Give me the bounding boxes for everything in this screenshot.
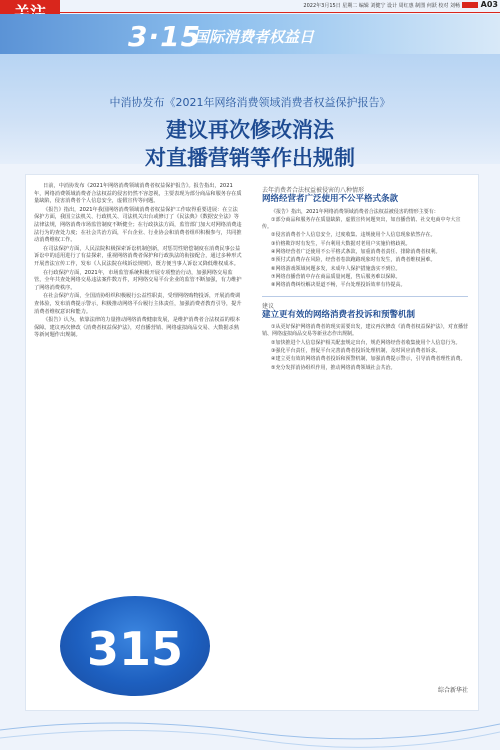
right-paragraph: ①部分商品和服务存在质量缺陷，虚假宣传问题突出，如直播营销、社交电商中夸大宣传。 bbox=[262, 216, 461, 231]
graphic-number: 315 bbox=[86, 622, 184, 676]
right-paragraph: ⑧网络消费纠纷解决渠道不畅，平台处理投诉效率有待提高。 bbox=[271, 282, 406, 289]
right-paragraph: ③价格欺诈时有发生，平台利用大数据对老用户实施价格歧视。 bbox=[271, 240, 411, 247]
page-number: A03 bbox=[480, 0, 498, 9]
right-paragraph: ⑤充分发挥消协组织作用，推动网络消费领域社会共治。 bbox=[271, 364, 396, 371]
left-column bbox=[34, 183, 242, 341]
banner-title: 国际消费者权益日 bbox=[194, 28, 315, 46]
section-title: 网络经营者广泛使用不公平格式条款 bbox=[262, 194, 399, 205]
right-paragraph: 《报告》指出，2021年网络消费领域消费者合法权益被侵害的情形主要有： bbox=[271, 208, 439, 215]
banner-315-logo: 3·15 bbox=[128, 20, 202, 53]
article-subtitle: 中消协发布《2021年网络消费领域消费者权益保护报告》 bbox=[109, 96, 391, 109]
article-header bbox=[0, 54, 500, 170]
section-kicker: 建议 bbox=[262, 302, 275, 310]
decorative-lines-icon bbox=[0, 710, 500, 750]
right-paragraph: ⑦网络直播营销中存在商品质量问题，售后服务难以保障。 bbox=[271, 273, 401, 280]
article-title-line2: 对直播营销等作出规制 bbox=[145, 146, 355, 170]
left-paragraph: 日前，中消协发布《2021年网络消费领域消费者权益保护报告》。报告指出，2021年，网络消费领域消费者合法权益的侵害仍然不容忽视，主要表现为部分商品和服务存在质量缺陷，侵害消费者个人信息安全，虚假宣传等问题。 bbox=[34, 183, 242, 205]
left-paragraph: 《报告》指出，2021年我国网络消费领域消费者权益保护工作取得重要进展：在立法保护方面，我国立法机关、行政机关、司法机关出台或修订了《民法典》《数据安全法》等法律法规，网络消费市场监管制度不断健全；在行政执法方面，监管部门加大对网络消费违法行为的查处力度；在社会共治方面，平台企业、行业协会和消费者组织积极参与，共同推动消费维权工作。 bbox=[34, 206, 242, 244]
section-divider bbox=[262, 296, 468, 297]
header-color-chip bbox=[462, 2, 478, 8]
right-paragraph: ⑤预付式消费存在风险，经营者卷款跑路现象时有发生，消费者维权困难。 bbox=[271, 257, 436, 264]
right-column bbox=[262, 187, 468, 373]
article-title-line1: 建议再次修改消法 bbox=[166, 118, 334, 142]
left-paragraph: 在社会保护方面，全国消协组织积极履行公益性职责，受理网络购物投诉，开展消费调查体验，发布消费提示警示，积极推动网络平台履行主体责任，加强消费者教育引导，提升消费者维权意识和能力。 bbox=[34, 293, 242, 315]
section-kicker: 去年消费者合法权益被侵害的八种情形 bbox=[262, 187, 365, 194]
left-paragraph: 《报告》认为，依靠法律的力量推动网络消费健康发展，是维护消费者合法权益的根本保障。建议再次修改《消费者权益保护法》，对直播营销、网络虚拟商品交易、大数据杀熟等新问题作出规制。 bbox=[34, 317, 241, 339]
right-paragraph: ①从更好保护网络消费者的现实需要出发，建议再次修改《消费者权益保护法》，对直播营销、网络虚拟商品交易等新业态作出规制。 bbox=[262, 324, 468, 338]
right-paragraph: ②加快推进个人信息保护相关配套规定出台，规范网络经营者收集使用个人信息行为。 bbox=[271, 339, 461, 346]
section-title: 建立更有效的网络消费者投诉和预警机制 bbox=[262, 309, 416, 320]
right-paragraph: ③强化平台责任，督促平台完善消费者投诉处理机制，及时回应消费者诉求。 bbox=[271, 348, 441, 355]
right-paragraph: ④网络经营者广泛使用不公平格式条款，加重消费者责任、排除消费者权利。 bbox=[271, 249, 441, 256]
left-paragraph: 在行政保护方面，2021年，市场监管系统积极开展专项整治行动，加强网络交易监管，全年共查处网络交易违法案件数万件，对网络交易平台企业的监管不断加强，有力维护了网络消费秩序。 bbox=[34, 269, 242, 291]
left-paragraph: 在司法保护方面，人民法院积极探索诉讼机制创新，对惩罚性赔偿制度在消费民事公益诉讼中的适用进行了有益探索，重视网络消费者保护和行政执法的衔接配合，通过多种形式开展普法宣传工作，发布《人民法院在线诉讼规则》，既方便当事人诉讼又降低维权成本。 bbox=[34, 245, 242, 267]
right-paragraph: ⑥网络游戏领域问题多发，未成年人保护措施落实不到位。 bbox=[271, 265, 401, 272]
theme-banner bbox=[0, 14, 500, 54]
315-graphic bbox=[60, 596, 220, 696]
source-caption: 综合新华社 bbox=[437, 687, 468, 694]
header-rule bbox=[0, 12, 500, 13]
right-paragraph: ④建立更有效的网络消费者投诉和预警机制，加强消费提示警示，引导消费者理性消费。 bbox=[271, 356, 466, 363]
page-meta: 2022年3月15日 星期二 编辑 刘健宁 设计 周红惠 制图 何跃 校对 刘畅 bbox=[303, 3, 460, 9]
right-paragraph: ②侵害消费者个人信息安全，过度收集、违规使用个人信息现象依然存在。 bbox=[271, 232, 436, 239]
